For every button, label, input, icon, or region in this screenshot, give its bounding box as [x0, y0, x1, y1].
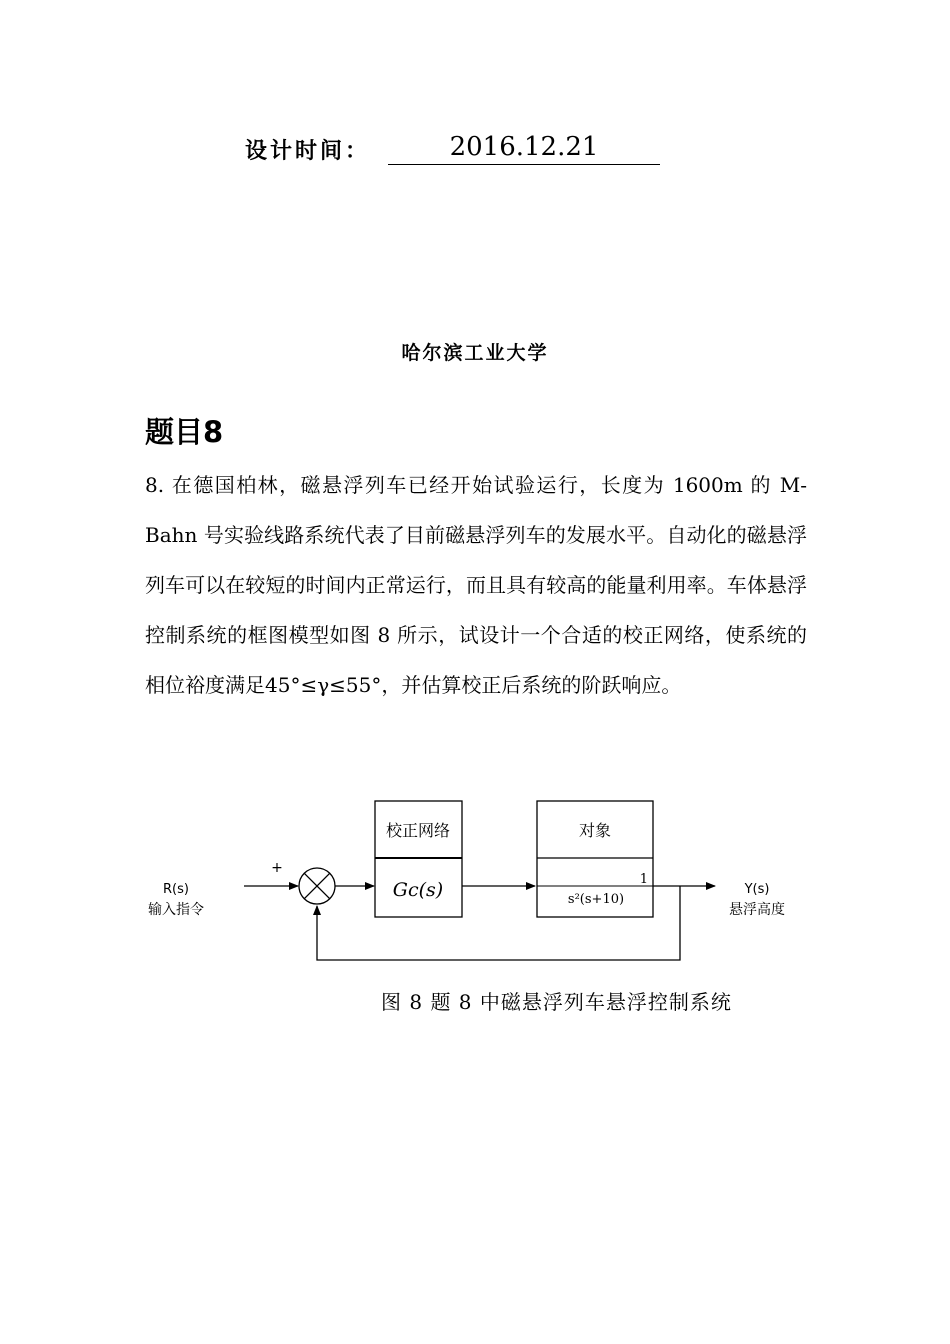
- university-name: 哈尔滨工业大学: [401, 342, 549, 364]
- output-description-label: 悬浮高度: [729, 902, 785, 918]
- input-signal-label: R(s): [163, 882, 189, 897]
- problem-body: 8. 在德国柏林，磁悬浮列车已经开始试验运行，长度为 1600m 的 M-Bahn 号实验线路系统代表了目前磁悬浮列车的发展水平。自动化的磁悬浮列车可以在较短的时间内正常运行，而且具有较高的能量利用率。车体悬浮控制系统的框图模型如图 8 所示，试设计一个合适的校正网络，使系统的相位裕度满足45°≤γ≤55°，并估算校正后系统的阶跃响应。: [145, 473, 807, 697]
- design-time-label: 设计时间：: [245, 139, 371, 164]
- plus-sign: +: [271, 860, 283, 876]
- plant-numerator: 1: [639, 872, 648, 887]
- problem-heading: 题目8: [145, 415, 224, 449]
- summing-junction: [299, 868, 335, 904]
- plant-title: 对象: [578, 821, 612, 840]
- controller-title: 校正网络: [385, 821, 451, 840]
- controller-transfer-function: Gc(s): [392, 879, 444, 901]
- output-signal-label: Y(s): [744, 882, 770, 897]
- figure-caption: 图 8 题 8 中磁悬浮列车悬浮控制系统: [381, 990, 732, 1014]
- input-description-label: 输入指令: [148, 902, 204, 918]
- design-time-value: 2016.12.21: [388, 132, 660, 165]
- plant-denominator: s²(s+10): [567, 892, 625, 907]
